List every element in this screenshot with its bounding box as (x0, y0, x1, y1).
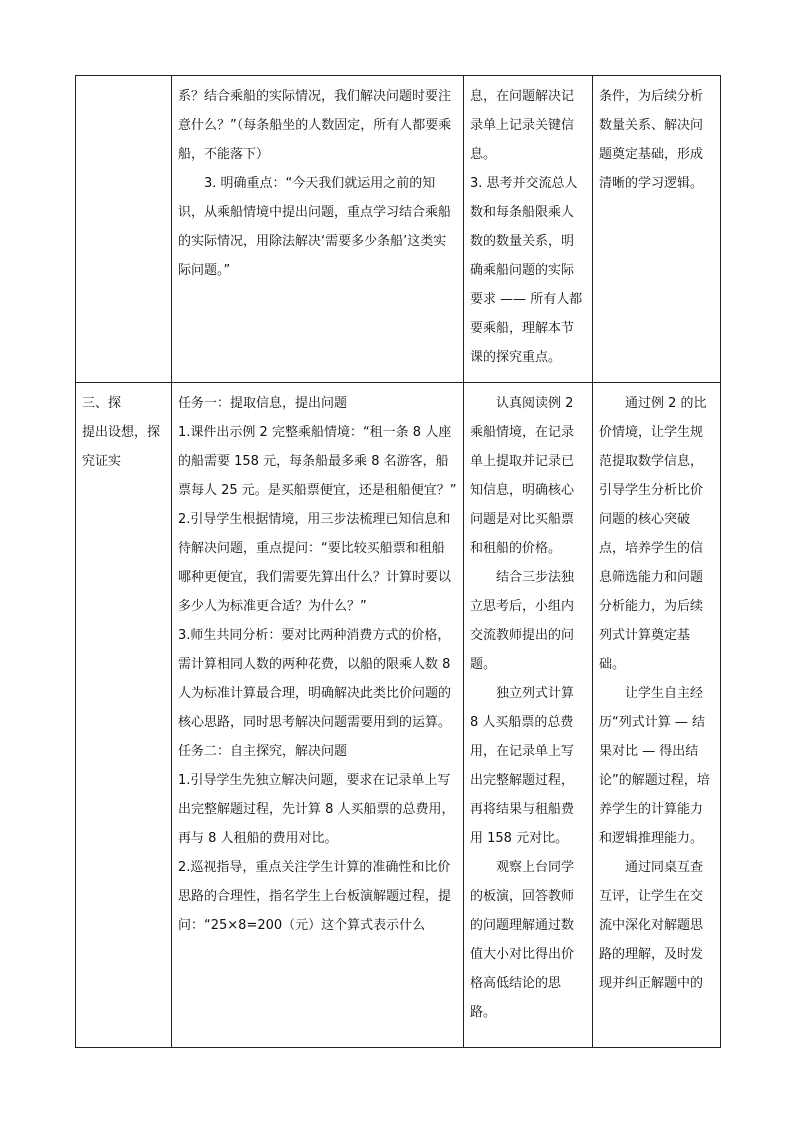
student-paragraph: 结合三步法独立思考后，小组内交流教师提出的问题。 (470, 570, 575, 672)
teacher-paragraph: 2.巡视指导，重点关注学生计算的准确性和比价思路的合理性，指名学生上台板演解题过程，提问：“25×8=200（元）这个算式表示什么 (178, 860, 452, 933)
intent-paragraph: 让学生自主经历“列式计算 — 结果对比 — 得出结论”的解题过程，培养学生的计算能力和逻辑推理能力。 (599, 686, 710, 846)
teacher-paragraph: 3.师生共同分析：要对比两种消费方式的价格，需计算相同人数的两种花费，以船的限乘人数 8 人为标准计算最合理，明确解决此类比价问题的核心思路，同时思考解决问题需要用到的运算。 (178, 628, 452, 730)
design-intent-cell (593, 383, 721, 1048)
stage-cell (76, 383, 172, 1048)
stage-cell (76, 76, 172, 383)
teacher-paragraph: 系？结合乘船的实际情况，我们解决问题时要注意什么？”（每条船坐的人数固定，所有人都要乘船，不能落下） (178, 89, 452, 162)
intent-paragraph: 通过例 2 的比价情境，让学生规范提取数学信息，引导学生分析比价问题的核心突破点，培养学生的信息筛选能力和问题分析能力，为后续列式计算奠定基础。 (599, 396, 707, 672)
table-row (76, 383, 721, 1048)
student-paragraph: 3. 思考并交流总人数和每条船限乘人数的数量关系，明确乘船问题的实际要求 —— 所有人都要乘船，理解本节课的探究重点。 (470, 176, 583, 365)
teacher-activity-cell (172, 76, 464, 383)
design-intent-cell (593, 76, 721, 383)
task-heading: 任务一：提取信息，提出问题 (178, 396, 348, 411)
stage-subtitle: 提出设想，探究证实 (82, 425, 161, 469)
student-paragraph: 独立列式计算 8 人买船票的总费用，在记录单上写出完整解题过程，再将结果与租船费用 158 元对比。 (470, 686, 575, 846)
student-paragraph: 观察上台同学的板演，回答教师的问题理解通过数值大小对比得出价格高低结论的思路。 (470, 860, 575, 1020)
student-paragraph: 认真阅读例 2 乘船情境，在记录单上提取并记录已知信息，明确核心问题是对比买船票和租船的价格。 (470, 396, 575, 556)
task-heading: 任务二：自主探究，解决问题 (178, 744, 348, 759)
stage-title: 三、探 (82, 396, 122, 411)
student-paragraph: 息，在问题解决记录单上记录关键信息。 (470, 89, 575, 162)
student-activity-cell (464, 76, 593, 383)
teacher-paragraph: 1.课件出示例 2 完整乘船情境：“租一条 8 人座的船需要 158 元，每条船最多乘 8 名游客，船票每人 25 元。是买船票便宜，还是租船便宜？” (178, 425, 457, 498)
teacher-paragraph: 2.引导学生根据情境，用三步法梳理已知信息和待解决问题，重点提问：“要比较买船票和租船哪种更便宜，我们需要先算出什么？计算时要以多少人为标准更合适？为什么？” (178, 512, 452, 614)
student-activity-cell (464, 383, 593, 1048)
intent-paragraph: 通过同桌互查互评，让学生在交流中深化对解题思路的理解，及时发现并纠正解题中的 (599, 860, 704, 991)
table-row (76, 76, 721, 383)
intent-paragraph: 条件，为后续分析数量关系、解决问题奠定基础，形成清晰的学习逻辑。 (599, 89, 704, 191)
lesson-plan-table (75, 75, 721, 1048)
teacher-paragraph: 3. 明确重点：“今天我们就运用之前的知识，从乘船情境中提出问题，重点学习结合乘船的实际情况，用除法解决‘需要多少条船’这类实际问题。” (178, 176, 452, 278)
teacher-activity-cell (172, 383, 464, 1048)
teacher-paragraph: 1.引导学生先独立解决问题，要求在记录单上写出完整解题过程，先计算 8 人买船票的总费用，再与 8 人租船的费用对比。 (178, 773, 455, 846)
